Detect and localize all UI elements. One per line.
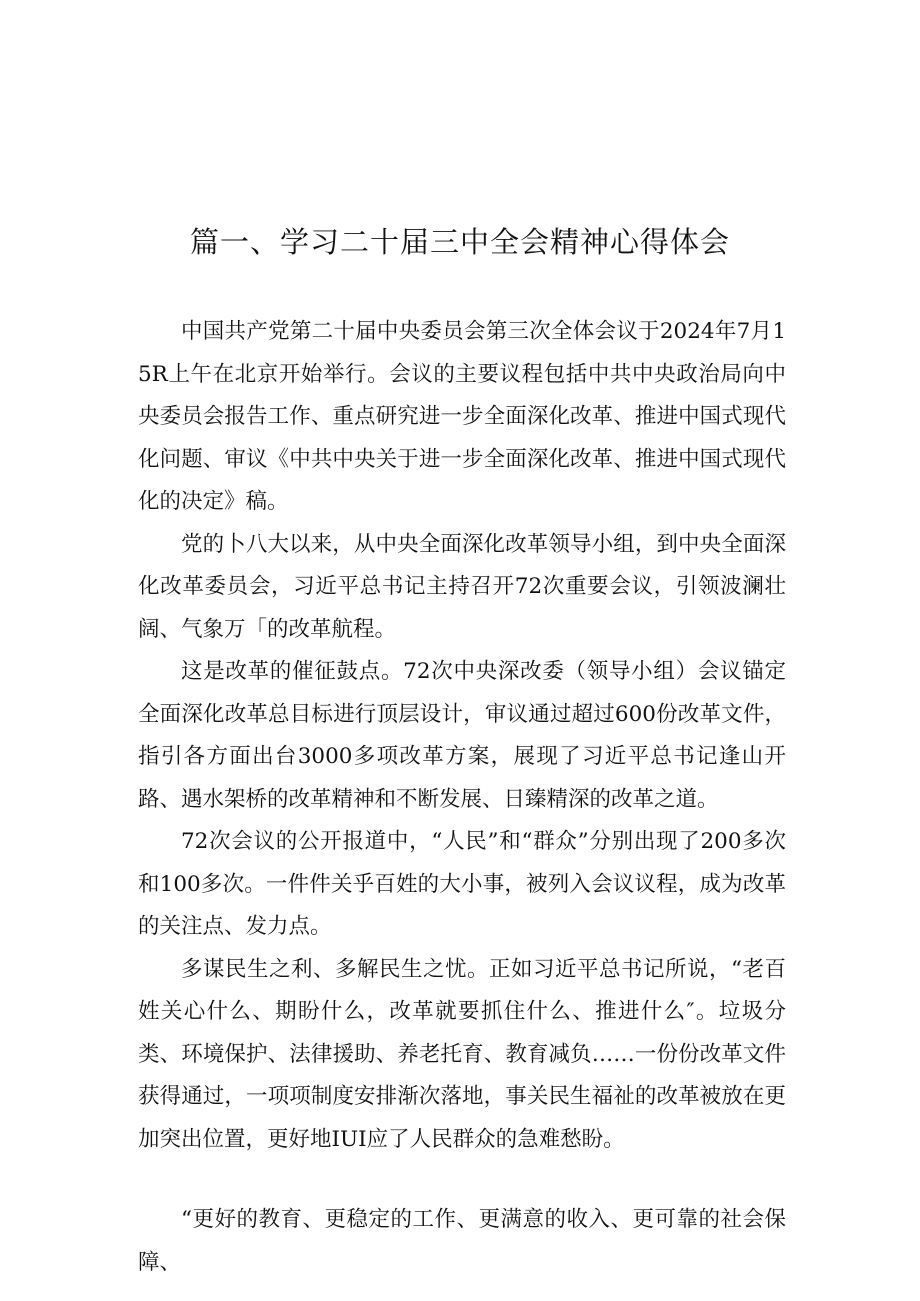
paragraph-2: 党的卜八大以来，从中央全面深化改革领导小组，到中央全面深化改革委员会，习近平总书记主持召开72次重要会议，引领波澜壮阔、气象万「的改革航程。: [138, 531, 786, 642]
paragraph-1: 中国共产党第二十届中央委员会第三次全体会议于2024年7月15R上午在北京开始举行。会议的主要议程包括中共中央政治局向中央委员会报告工作、重点研究进一步全面深化改革、推进中国式现代化问题、审议《中共中央关于进一步全面深化改革、推进中国式现代化的决定》稿。: [138, 319, 786, 514]
paragraph-5: 多谋民生之利、多解民生之忧。正如习近平总书记所说，“老百姓关心什么、期盼什么，改革就要抓住什么、推进什么″。垃圾分类、环境保护、法律援助、养老托育、教育减负……一份份改革文件获得通过，一项项制度安排渐次落地，事关民生福祉的改革被放在更加突出位置，更好地IUI应了人民群众的急难愁盼。: [138, 956, 786, 1152]
document-title: 篇一、学习二十届三中全会精神心得体会: [189, 225, 730, 259]
paragraph-6: “更好的教育、更稳定的工作、更满意的收入、更可靠的社会保障、: [138, 1207, 786, 1275]
paragraph-3: 这是改革的催征鼓点。72次中央深改委（领导小组）会议锚定全面深化改革总目标进行顶层设计，审议通过超过600份改革文件，指引各方面出台3000多项改革方案，展现了习近平总书记逢山开路、遇水架桥的改革精神和不断发展、日臻精深的改革之道。: [138, 659, 786, 812]
paragraph-4: 72次会议的公开报道中，“人民”和“群众”分别出现了200多次和100多次。一件件关乎百姓的大小事，被列入会议议程，成为改革的关注点、发力点。: [138, 829, 786, 939]
document-body: [138, 311, 786, 1284]
